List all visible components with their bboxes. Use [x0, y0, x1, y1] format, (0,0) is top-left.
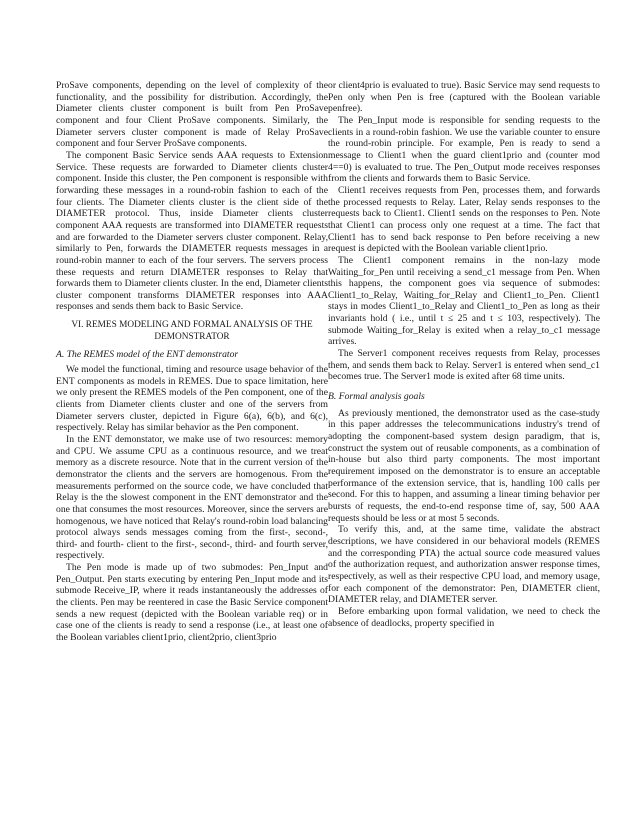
paragraph: To verify this, and, at the same time, validate the abstract descriptions, we have considered in our behavioral models (REMES and the corresponding PTA) the actual source code measured values of the authorization request, and authorization answer response times, respectively, as well as their respective CPU load, and memory usage, for each component of the demonstrator: Pen, DIAMETER client, DIAMETER relay, and DIAMETER server. [328, 524, 600, 606]
paragraph: As previously mentioned, the demonstrator used as the case-study in this paper addresses the telecommunications industry's trend of adopting the component-based system design paradigm, that is, construct the system out of reusable components, as a combination of in-house but also third party components. The most important requirement imposed on the demonstrator is to ensure an acceptable performance of the extension service, that is, handling 100 calls per second. For this to happen, and assuming a linear timing behavior per bursts of requests, the end-to-end response time of, say, 500 AAA requests should be less or at most 5 seconds. [328, 407, 600, 524]
paragraph: In the ENT demonstator, we make use of two resources: memory and CPU. We assume CPU as a continuous resource, and we treat memory as a discrete resource. Note that in the current version of the demonstrator the clients and the servers are homogenous. From the measurements performed on the source code, we have concluded that Relay is the the slowest component in the ENT demonstrator and the one that consumes the most resources. Moreover, since the servers are homogenous, we have noticed that Relay's round-robin load balancing protocol always sends messages coming from the first-, second-, third- and fourth- client to the first-, second-, third- and fourth server, respectively. [56, 433, 328, 562]
paragraph: We model the functional, timing and resource usage behavior of the ENT components as models in REMES. Due to space limitation, here we only present the REMES models of the Pen component, one of the clients from Diameter clients cluster and one of the servers from Diameter servers cluster, depicted in Figure 6(a), 6(b), and 6(c), respectively. Relay has similar behavior as the Pen component. [56, 363, 328, 434]
paragraph: or client4prio is evaluated to true). Basic Service may send requests to Pen only when Pen is free (captured with the Boolean variable penfree). [328, 80, 600, 115]
section-heading: VI. REMES MODELING AND FORMAL ANALYSIS OF THE DEMONSTRATOR [71, 320, 313, 342]
paragraph: Before embarking upon formal validation, we need to check the absence of deadlocks, property specified in [328, 605, 600, 629]
subsection-heading: B. Formal analysis goals [328, 391, 425, 403]
paragraph: The Pen_Input mode is responsible for sending requests to the clients in a round-robin fashion. We use the variable counter to ensure the round-robin principle. For example, Pen is ready to send a message to Client1 when the guard client1prio and (counter mod 4==0) is evaluated to true. The Pen_Output mode receives responses from the clients and forwards them to Basic Service. [328, 114, 600, 185]
paragraph: The Server1 component receives requests from Relay, processes them, and sends them back to Relay. Server1 is entered when send_c1 becomes true. The Server1 mode is exited after 68 time units. [328, 348, 600, 383]
paragraph: The Pen mode is made up of two submodes: Pen_Input and Pen_Output. Pen starts executing by entering Pen_Input mode and its submode Receive_IP, where it reads instantaneously the addresses of the clients. Pen may be reentered in case the Basic Service component sends a new request (depicted with the Boolean variable req) or in case one of the clients is ready to send a response (i.e., at least one of the Boolean variables client1prio, client2prio, client3prio [56, 562, 328, 644]
paragraph: The Client1 component remains in the non-lazy mode Waiting_for_Pen until receiving a send_c1 message from Pen. When this happens, the component goes via sequence of submodes: Client1_to_Relay, Waiting_for_Relay and Client1_to_Pen. Client1 stays in modes Client1_to_Relay and Client1_to_Pen as long as their invariants hold ( i.e., until t ≤ 25 and t ≤ 103, respectively). The submode Waiting_for_Relay is exited when a relay_to_c1 message arrives. [328, 254, 600, 348]
right-column [328, 80, 600, 629]
subsection-heading: A. The REMES model of the ENT demonstrator [56, 349, 239, 361]
paragraph: Client1 receives requests from Pen, processes them, and forwards the processed requests to Relay. Later, Relay sends responses to the requests back to Client1. Client1 sends on the responses to Pen. Note that Client1 can process only one request at a time. The fact that Client1 has to send back response to Pen before receiving a new request is depicted with the Boolean variable client1prio. [328, 184, 600, 255]
paragraph: ProSave components, depending on the level of complexity of the functionality, and the possibility for distribution. Accordingly, the Diameter clients cluster component is built from Pen ProSave component and four Client ProSave components. Similarly, the Diameter servers cluster component is made of Relay ProSave component and four Server ProSave components. [56, 80, 328, 150]
paragraph: The component Basic Service sends AAA requests to Extension Service. These requests are forwarded to Diameter clients cluster component. Inside this cluster, the Pen component is responsible with forwarding these messages in a round-robin fashion to each of the four clients. The Diameter clients cluster is the client side of the DIAMETER protocol. Thus, inside Diameter clients cluster component AAA requests are transformed into DIAMETER requests and are forwarded to the Diameter servers cluster component. Relay, similarly to Pen, forwards the DIAMETER requests messages in a round-robin manner to each of the four servers. The servers process these requests and return DIAMETER responses to Relay that forwards them to Diameter clients cluster. In the end, Diameter clients cluster component transforms DIAMETER responses into AAA responses and sends them back to Basic Service. [56, 149, 328, 313]
left-column [56, 80, 328, 644]
